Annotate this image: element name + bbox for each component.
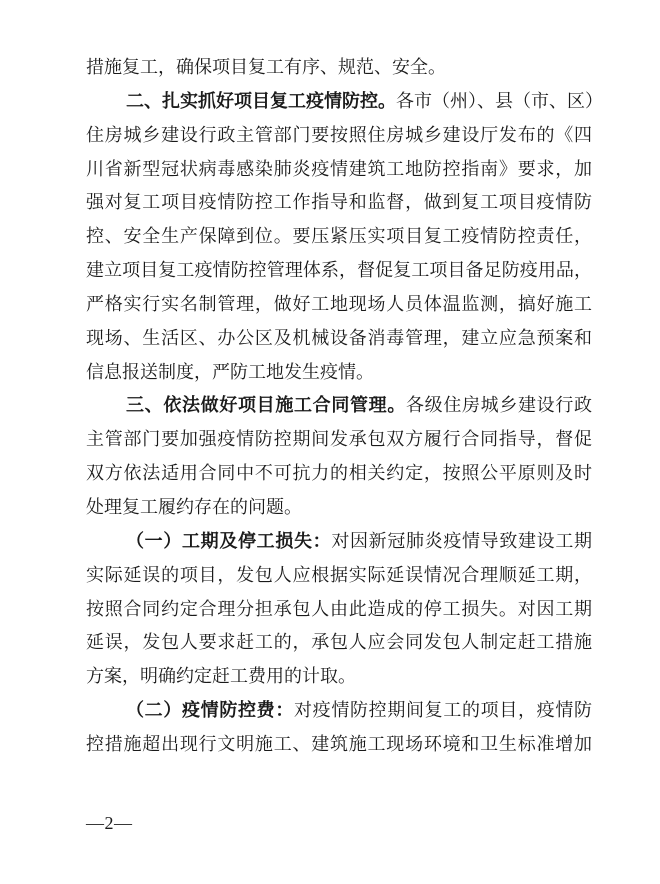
subheading-1-label: （一）工期及停工损失： — [126, 530, 332, 551]
text-line — [86, 322, 592, 356]
text-line-rest: 按照合同约定合理分担承包人由此造成的停工损失。对因工期 — [86, 598, 592, 619]
text-line — [86, 660, 592, 694]
text-line-rest: 处理复工履约存在的问题。 — [86, 496, 302, 517]
text-line — [86, 525, 592, 559]
text-line — [86, 356, 592, 390]
text-line-rest: 措施复工，确保项目复工有序、规范、安全。 — [86, 57, 446, 77]
text-line-rest: 双方依法适用合同中不可抗力的相关约定，按照公平原则及时 — [86, 463, 592, 484]
text-line — [86, 457, 592, 491]
text-line — [86, 220, 592, 254]
text-line — [86, 186, 592, 220]
text-line — [86, 626, 592, 660]
text-line — [86, 491, 592, 525]
text-line — [86, 254, 592, 288]
text-line — [86, 153, 592, 187]
text-line — [86, 389, 592, 423]
heading-3-label: 三、依法做好项目施工合同管理。 — [126, 395, 406, 416]
text-line-rest: 建立项目复工疫情防控管理体系，督促复工项目备足防疫用品， — [86, 260, 592, 281]
document-body — [86, 51, 603, 762]
text-line — [86, 85, 603, 119]
text-line — [86, 119, 592, 153]
text-line-rest: 各级住房城乡建设行政 — [406, 395, 592, 416]
text-line-rest: 对因新冠肺炎疫情导致建设工期 — [331, 530, 593, 551]
text-line — [86, 423, 592, 457]
text-line-rest: 方案，明确约定赶工费用的计取。 — [86, 666, 356, 687]
text-line — [86, 694, 592, 728]
text-line — [86, 51, 592, 85]
text-line-rest: 强对复工项目疫情防控工作指导和监督，做到复工项目疫情防 — [86, 192, 592, 213]
text-line-rest: 对疫情防控期间复工的项目，疫情防 — [294, 700, 592, 721]
text-line-rest: 控措施超出现行文明施工、建筑施工现场环境和卫生标准增加 — [86, 733, 592, 754]
text-line-rest: 现场、生活区、办公区及机械设备消毒管理，建立应急预案和 — [86, 327, 592, 348]
page-number: —2— — [86, 813, 133, 833]
text-line-rest: 信息报送制度，严防工地发生疫情。 — [86, 361, 374, 382]
text-line-rest: 主管部门要加强疫情防控期间发承包双方履行合同指导，督促 — [86, 429, 592, 450]
text-line-rest: 延误，发包人要求赶工的，承包人应会同发包人制定赶工措施 — [86, 632, 592, 653]
text-line — [86, 288, 592, 322]
text-line-rest: 川省新型冠状病毒感染肺炎疫情建筑工地防控指南》要求，加 — [86, 158, 592, 179]
text-line-rest: 各市（州）、县（市、区） — [396, 90, 603, 111]
text-line — [86, 593, 592, 627]
text-line-rest: 控、安全生产保障到位。要压紧压实项目复工疫情防控责任， — [86, 226, 592, 247]
heading-2-label: 二、扎实抓好项目复工疫情防控。 — [126, 90, 396, 111]
text-line — [86, 728, 592, 762]
text-line-rest: 严格实行实名制管理，做好工地现场人员体温监测，搞好施工 — [86, 293, 592, 314]
text-line — [86, 559, 592, 593]
subheading-2-label: （二）疫情防控费： — [126, 700, 294, 721]
text-line-rest: 住房城乡建设行政主管部门要按照住房城乡建设厅发布的《四 — [86, 124, 592, 145]
text-line-rest: 实际延误的项目，发包人应根据实际延误情况合理顺延工期， — [86, 564, 592, 585]
